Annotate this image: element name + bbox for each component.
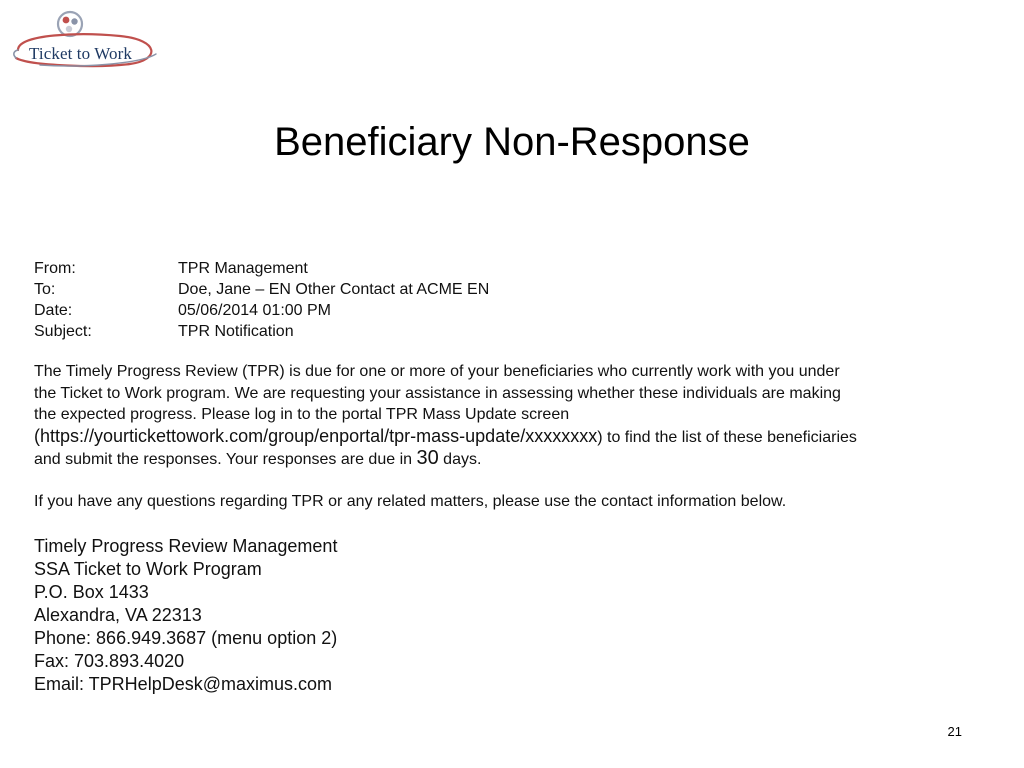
header-date-value: 05/06/2014 01:00 PM — [178, 302, 332, 319]
body-line-4-rest: ) to find the list of these beneficiaries — [597, 428, 857, 446]
due-days: 30 — [416, 447, 439, 469]
contact-org: Timely Progress Review Management — [34, 536, 338, 556]
body-line-2: the Ticket to Work program. We are requesting your assistance in assessing whether these individuals are making — [34, 384, 841, 402]
contact-po-box: P.O. Box 1433 — [34, 582, 149, 602]
page-number: 21 — [947, 724, 962, 739]
email-headers — [34, 258, 964, 342]
portal-url: (https://yourtickettowork.com/group/enportal/tpr-mass-update/xxxxxxxx — [34, 425, 598, 446]
header-to-label: To: — [34, 281, 56, 298]
body-line-4 — [34, 426, 964, 449]
header-to — [34, 279, 964, 300]
header-from-value: TPR Management — [178, 260, 308, 277]
body-line-5 — [34, 448, 964, 471]
header-date-label: Date: — [34, 302, 73, 319]
body-line-5-pre: and submit the responses. Your responses are due in — [34, 451, 417, 468]
contact-program: SSA Ticket to Work Program — [34, 559, 262, 579]
questions-paragraph: If you have any questions regarding TPR or any related matters, please use the contact information below. — [34, 493, 787, 510]
header-subject-value: TPR Notification — [178, 323, 294, 340]
contact-city: Alexandra, VA 22313 — [34, 605, 202, 625]
header-to-value: Doe, Jane – EN Other Contact at ACME EN — [178, 281, 490, 298]
header-from — [34, 258, 964, 279]
contact-block — [34, 535, 534, 696]
header-subject-label: Subject: — [34, 323, 92, 340]
logo-text: Ticket to Work — [29, 44, 132, 63]
body-line-3: the expected progress. Please log in to the portal TPR Mass Update screen — [34, 406, 570, 423]
header-date — [34, 300, 964, 321]
header-subject — [34, 321, 964, 342]
ticket-to-work-logo — [10, 8, 162, 70]
slide-title: Beneficiary Non-Response — [274, 120, 750, 164]
contact-phone: Phone: 866.949.3687 (menu option 2) — [34, 628, 338, 648]
body-line-5-post: days. — [438, 451, 482, 468]
body-line-1: The Timely Progress Review (TPR) is due for one or more of your beneficiaries who currently work with you under — [34, 363, 840, 380]
contact-fax: Fax: 703.893.4020 — [34, 651, 185, 671]
contact-email: Email: TPRHelpDesk@maximus.com — [34, 674, 333, 694]
header-from-label: From: — [34, 260, 76, 277]
email-body — [34, 361, 964, 471]
